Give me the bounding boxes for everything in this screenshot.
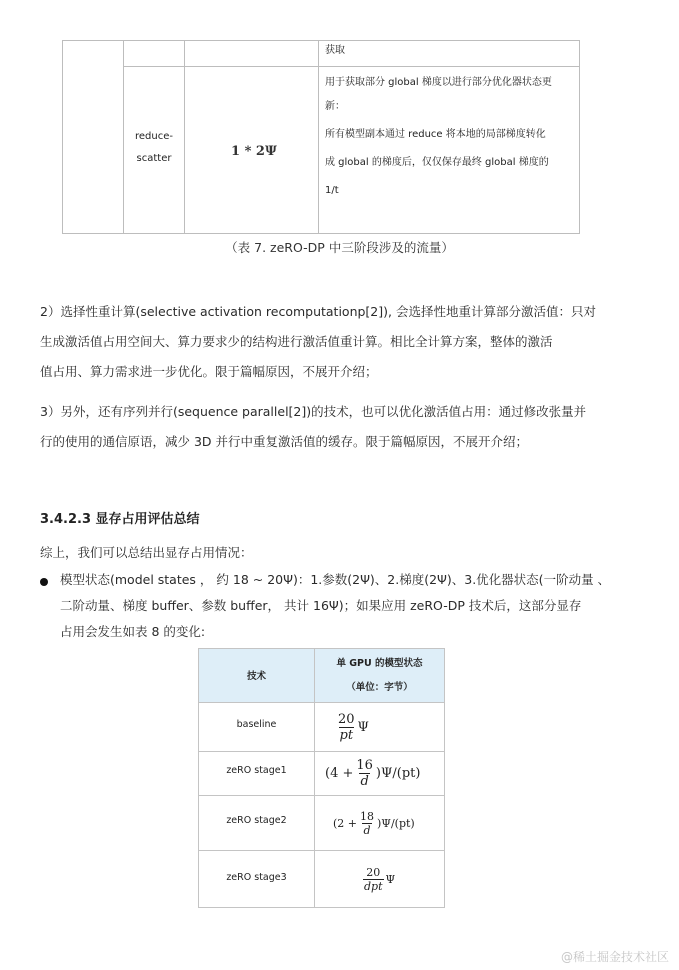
paragraph-selective-recomputation: 2）选择性重计算(selective activation recomputationp[2]), 会选择性地重计算部分激活值：只对 生成激活值占用空间大、算力要求少的结构进行激活值重计算。相比全计算方案，整体的激活 值占用、算力需求进一步优化。限于篇幅原因，不展开介绍； bbox=[40, 304, 596, 379]
row-stage3-name: zeRO stage3 bbox=[226, 872, 287, 883]
formula-baseline: $\frac{20}{pt}$ Ψ bbox=[338, 711, 369, 743]
section-heading: 3.4.2.3 显存占用评估总结 bbox=[40, 512, 200, 527]
paragraph-sequence-parallel: 3）另外，还有序列并行(sequence parallel[2])的技术，也可以优化激活值占用：通过修改张量并 行的使用的通信原语，减少 3D 并行中重复激活值的缓存。限于篇幅原因，不展开介绍； bbox=[40, 404, 587, 449]
model-state-table bbox=[198, 648, 445, 908]
summary-intro: 综上，我们可以总结出显存占用情况： bbox=[40, 545, 253, 560]
bullet-icon bbox=[40, 578, 48, 586]
header-technique: 技术 bbox=[246, 671, 266, 682]
watermark: @稀土掘金技术社区 bbox=[560, 950, 669, 964]
row-stage1-name: zeRO stage1 bbox=[226, 765, 287, 776]
traffic-table bbox=[62, 40, 580, 234]
operation-reduce-scatter: reduce- scatter bbox=[135, 131, 173, 164]
formula-stage3: $\frac{20}{\text{dpt}}$ Ψ bbox=[364, 865, 396, 893]
model-states-bullet: 模型状态(model states ， 约 18 ~ 20Ψ)：1.参数(2Ψ)、2.梯度(2Ψ)、3.优化器状态(一阶动量 、 二阶动量、梯度 buffer、参数 buffer， 共计 16Ψ)；如果应用 zeRO-DP 技术后，这部分显存 占用会发生如表 8 的变化: bbox=[60, 572, 611, 639]
formula-stage1: (4 + $\frac{16}{d}$ )Ψ/(pt) bbox=[325, 758, 421, 789]
row2-description: 用于获取部分 global 梯度以进行部分优化器状态更 新： 所有模型副本通过 reduce 将本地的局部梯度转化 成 global 的梯度后，仅仅保存最终 global 梯度的 1/t bbox=[325, 77, 552, 196]
table7-caption: （表 7. zeRO-DP 中三阶段涉及的流量） bbox=[225, 240, 454, 255]
traffic-formula: 1 * 2Ψ bbox=[231, 144, 277, 159]
header-model-state: 单 GPU 的模型状态 （单位：字节） bbox=[336, 658, 423, 693]
row1-description: 获取 bbox=[325, 45, 345, 56]
row-baseline-name: baseline bbox=[236, 719, 277, 730]
formula-stage2: (2 + $\frac{18}{d}$ )Ψ/(pt) bbox=[333, 809, 415, 837]
row-stage2-name: zeRO stage2 bbox=[226, 815, 287, 826]
